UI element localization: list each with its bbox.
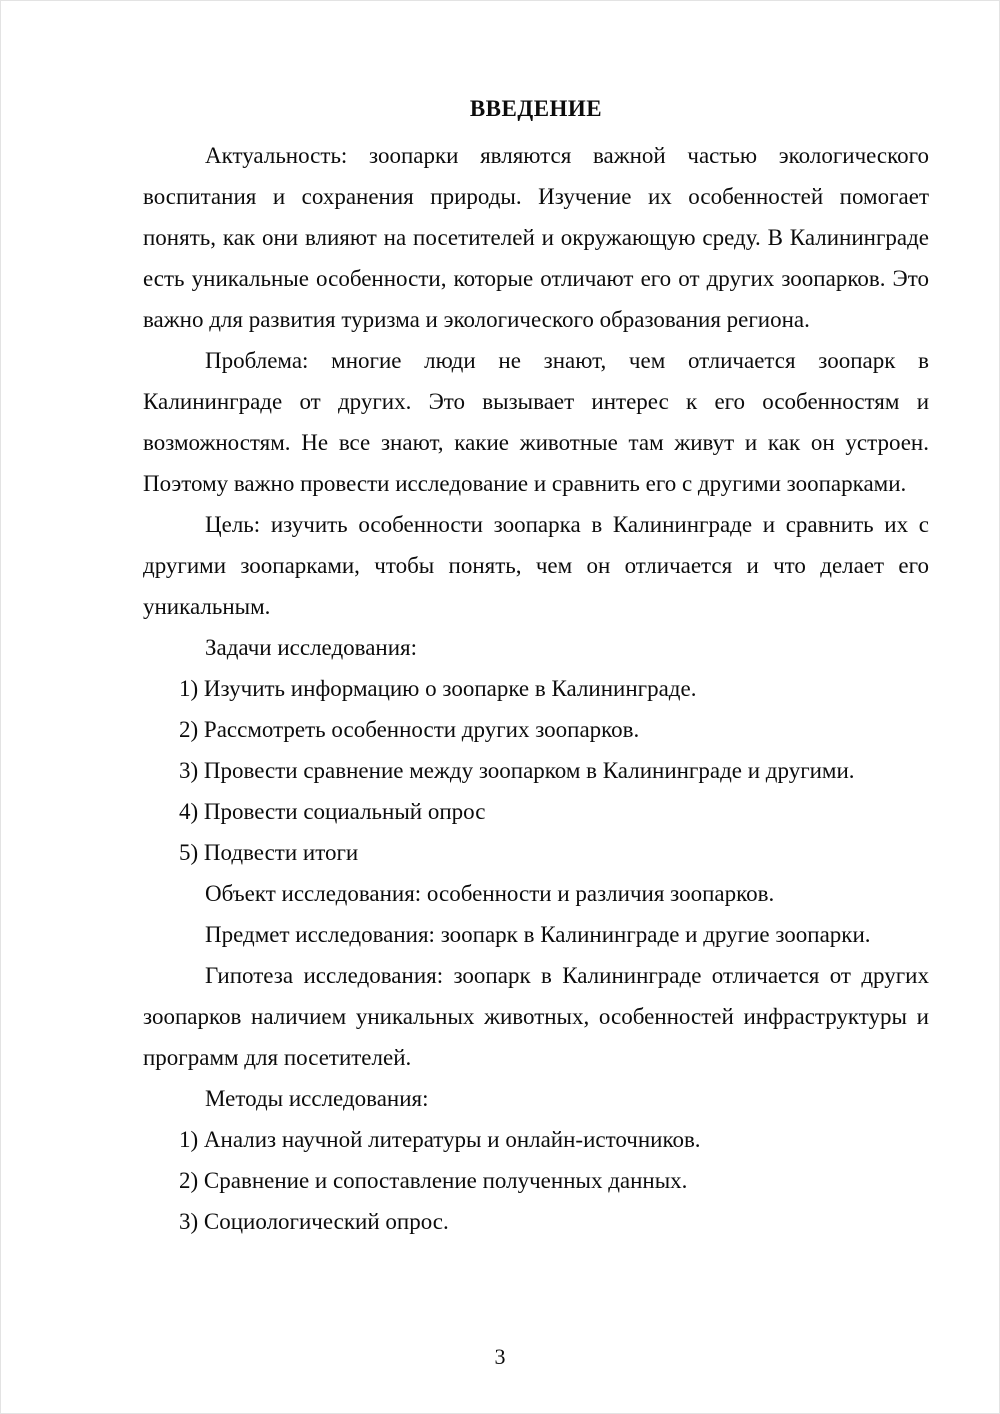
- list-item: 1) Анализ научной литературы и онлайн-источников.: [179, 1127, 701, 1152]
- paragraph: Проблема: многие люди не знают, чем отличается зоопарк в Калининграде от других. Это вызывает интерес к его особенностям и возможностям. Не все знают, какие животные там живут и как он устроен. Поэтому важно провести исследование и сравнить его с другими зоопарками.: [143, 348, 929, 496]
- paragraph: Методы исследования:: [205, 1086, 429, 1111]
- list-item: 1) Изучить информацию о зоопарке в Калининграде.: [179, 676, 697, 701]
- paragraph: Задачи исследования:: [205, 635, 418, 660]
- page-number: 3: [494, 1344, 506, 1369]
- list-item: 3) Социологический опрос.: [179, 1209, 449, 1234]
- paragraph: Гипотеза исследования: зоопарк в Калининграде отличается от других зоопарков наличием уникальных животных, особенностей инфраструктуры и программ для посетителей.: [143, 963, 929, 1070]
- paragraph: Объект исследования: особенности и различия зоопарков.: [205, 881, 775, 906]
- document-title: ВВЕДЕНИЕ: [469, 96, 603, 121]
- list-item: 4) Провести социальный опрос: [179, 799, 486, 824]
- list-item: 3) Провести сравнение между зоопарком в Калининграде и другими.: [179, 758, 855, 783]
- paragraph: Предмет исследования: зоопарк в Калининграде и другие зоопарки.: [205, 922, 871, 947]
- paragraph: Цель: изучить особенности зоопарка в Калининграде и сравнить их с другими зоопарками, чтобы понять, чем он отличается и что делает его уникальным.: [143, 512, 929, 619]
- paragraph: Актуальность: зоопарки являются важной частью экологического воспитания и сохранения природы. Изучение их особенностей помогает понять, как они влияют на посетителей и окружающую среду. В Калининграде есть уникальные особенности, которые отличают его от других зоопарков. Это важно для развития туризма и экологического образования региона.: [143, 143, 929, 332]
- list-item: 2) Сравнение и сопоставление полученных данных.: [179, 1168, 688, 1193]
- list-item: 5) Подвести итоги: [179, 840, 359, 865]
- list-item: 2) Рассмотреть особенности других зоопарков.: [179, 717, 640, 742]
- document-body: [143, 135, 929, 1242]
